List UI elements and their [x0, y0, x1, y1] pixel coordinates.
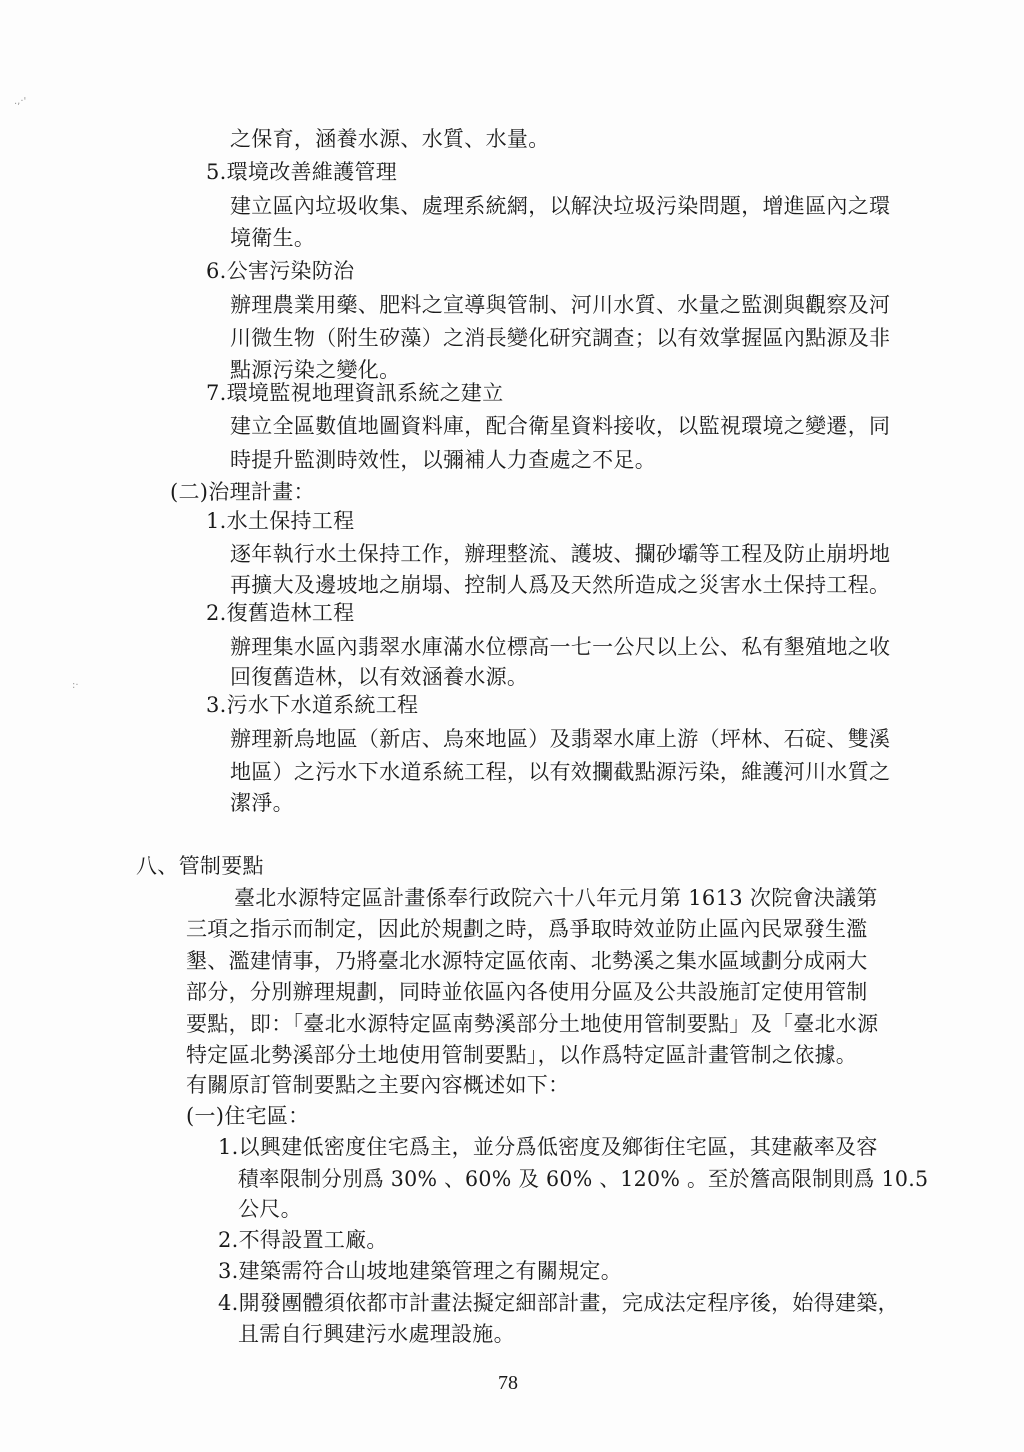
- text-line: 辦理農業用藥、肥料之宣導與管制、河川水質、水量之監測與觀察及河: [230, 293, 891, 317]
- text-line: 之保育，涵養水源、水質、水量。: [230, 127, 550, 151]
- item-heading: 6.公害污染防治: [206, 259, 355, 283]
- text-line: 再擴大及邊坡地之崩塌、控制人爲及天然所造成之災害水土保持工程。: [230, 573, 891, 597]
- text-line: 川微生物（附生矽藻）之消長變化研究調查；以有效掌握區內點源及非: [230, 326, 891, 350]
- section-heading: (一)住宅區：: [186, 1104, 310, 1128]
- text-line: 且需自行興建污水處理設施。: [238, 1322, 515, 1346]
- list-item: 3.建築需符合山坡地建築管理之有關規定。: [218, 1259, 623, 1283]
- text-line: 特定區北勢溪部分土地使用管制要點」，以作爲特定區計畫管制之依據。: [186, 1043, 858, 1067]
- text-line: 點源污染之變化。: [230, 358, 401, 382]
- text-line: 建立區內垃圾收集、處理系統網，以解決垃圾污染問題，增進區內之環: [230, 194, 891, 218]
- section-heading: (二)治理計畫：: [170, 480, 315, 504]
- text-line: 臺北水源特定區計畫係奉行政院六十八年元月第 1613 次院會決議第: [234, 886, 878, 910]
- item-heading: 7.環境監視地理資訊系統之建立: [206, 381, 504, 405]
- text-line: 三項之指示而制定，因此於規劃之時，爲爭取時效並防止區內民眾發生濫: [186, 917, 868, 941]
- text-line: 地區）之污水下水道系統工程，以有效攔截點源污染，維護河川水質之: [230, 760, 891, 784]
- text-line: 逐年執行水土保持工作，辦理整流、護坡、攔砂壩等工程及防止崩坍地: [230, 542, 891, 566]
- text-line: 積率限制分別爲 30% 、60% 及 60% 、120% 。至於簷高限制則爲 10.5: [238, 1167, 929, 1191]
- text-line: 時提升監測時效性，以彌補人力查處之不足。: [230, 448, 656, 472]
- text-line: 部分，分別辦理規劃，同時並依區內各使用分區及公共設施訂定使用管制: [186, 980, 868, 1004]
- text-line: 辦理集水區內翡翠水庫滿水位標高一七一公尺以上公、私有墾殖地之收: [230, 635, 891, 659]
- list-item: 4.開發團體須依都市計畫法擬定細部計畫，完成法定程序後，始得建築，: [218, 1291, 899, 1315]
- list-item: 2.不得設置工廠。: [218, 1228, 388, 1252]
- item-heading: 2.復舊造林工程: [206, 601, 355, 625]
- text-line: 潔淨。: [230, 791, 294, 815]
- item-heading: 1.水土保持工程: [206, 509, 355, 533]
- item-heading: 5.環境改善維護管理: [206, 160, 398, 184]
- item-heading: 3.污水下水道系統工程: [206, 693, 419, 717]
- text-line: 境衛生。: [230, 226, 316, 250]
- text-line: 有關原訂管制要點之主要內容概述如下：: [186, 1073, 570, 1097]
- text-line: 要點，即：「臺北水源特定區南勢溪部分土地使用管制要點」及「臺北水源: [186, 1012, 879, 1036]
- scan-artifact: .,·': [14, 96, 27, 107]
- text-line: 辦理新烏地區（新店、烏來地區）及翡翠水庫上游（坪林、石碇、雙溪: [230, 727, 891, 751]
- text-line: 回復舊造林，以有效涵養水源。: [230, 665, 529, 689]
- text-line: 建立全區數值地圖資料庫，配合衛星資料接收，以監視環境之變遷，同: [230, 414, 891, 438]
- scan-artifact: :·: [72, 680, 79, 691]
- list-item: 1.以興建低密度住宅爲主，並分爲低密度及鄉街住宅區，其建蔽率及容: [218, 1135, 878, 1159]
- text-line: 公尺。: [238, 1197, 302, 1221]
- chapter-heading: 八、管制要點: [136, 854, 264, 878]
- page-number: 78: [498, 1372, 518, 1394]
- text-line: 墾、濫建情事，乃將臺北水源特定區依南、北勢溪之集水區域劃分成兩大: [186, 949, 868, 973]
